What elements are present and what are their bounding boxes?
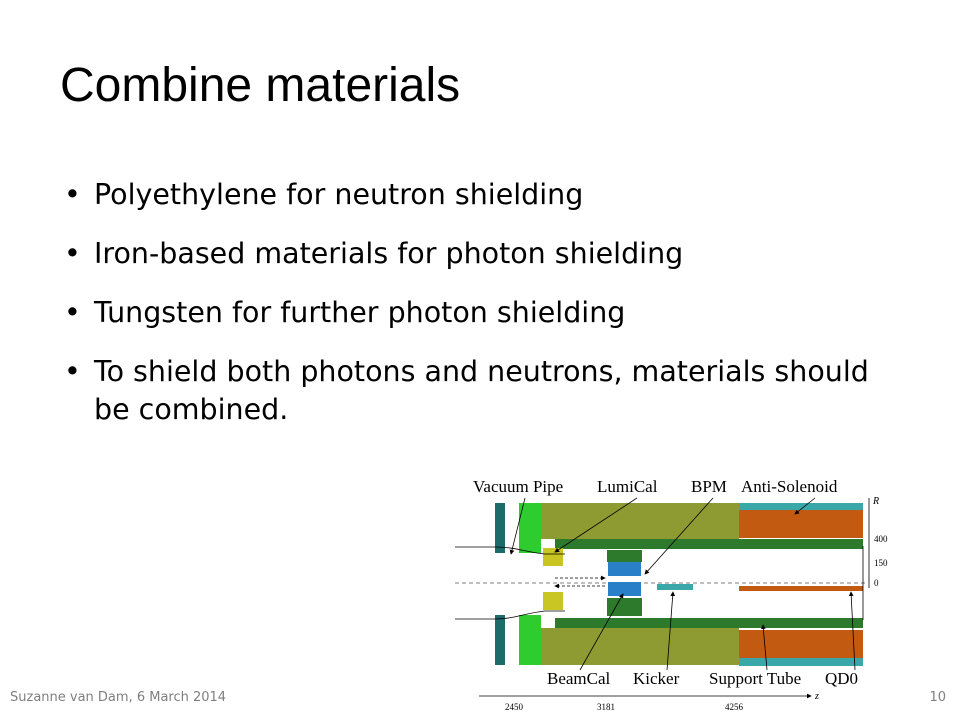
label-bpm: BPM	[691, 477, 727, 496]
detector-diagram	[455, 470, 888, 715]
blue-beamcal-top	[608, 562, 641, 576]
bullet-item: • Iron-based materials for photon shielding	[64, 235, 904, 273]
label-anti-solenoid: Anti-Solenoid	[741, 477, 838, 496]
yellow-lumical-bottom	[543, 592, 563, 610]
footer-author-date: Suzanne van Dam, 6 March 2014	[10, 690, 227, 705]
r-tick-400: 400	[874, 534, 888, 544]
bullet-item: • Polyethylene for neutron shielding	[64, 176, 904, 214]
bullet-list	[64, 176, 904, 450]
r-axis-label: R	[873, 496, 880, 507]
dark-green-block-top	[607, 550, 642, 562]
r-tick-0: 0	[874, 578, 879, 588]
dark-green-tube-bottom	[555, 618, 863, 628]
teal-strip-bottom	[739, 658, 863, 666]
olive-yoke-bottom	[541, 628, 739, 665]
orange-anti-solenoid-bottom	[739, 630, 863, 658]
z-axis-label: z	[815, 691, 819, 702]
dark-teal-block-bottom	[495, 615, 505, 665]
z-tick-2450: 2450	[505, 702, 523, 712]
z-tick-3181: 3181	[597, 702, 615, 712]
orange-anti-solenoid-top	[739, 510, 863, 538]
label-beamcal: BeamCal	[547, 669, 611, 688]
qd0-rod	[739, 586, 863, 591]
kicker-block	[657, 584, 693, 590]
bullet-item: • To shield both photons and neutrons, materials should be combined.	[64, 353, 904, 429]
label-lumical: LumiCal	[597, 477, 658, 496]
light-green-bottom	[519, 615, 541, 665]
z-tick-4256: 4256	[725, 702, 743, 712]
blue-beamcal-bottom	[608, 582, 641, 596]
bullet-item: • Tungsten for further photon shielding	[64, 294, 904, 332]
beam-pipe-bottom	[455, 611, 565, 619]
dark-teal-block-top	[495, 503, 505, 553]
olive-yoke-top	[541, 503, 739, 539]
page-number: 10	[929, 690, 946, 705]
light-green-top	[519, 503, 541, 553]
label-qd0: QD0	[825, 669, 859, 688]
r-tick-150: 150	[874, 558, 888, 568]
slide-title: Combine materials	[60, 59, 461, 112]
label-support-tube: Support Tube	[709, 669, 802, 688]
yellow-lumical-top	[543, 548, 563, 566]
dark-green-tube-top	[555, 539, 863, 549]
label-kicker: Kicker	[633, 669, 680, 688]
label-vacuum-pipe: Vacuum Pipe	[473, 477, 564, 496]
